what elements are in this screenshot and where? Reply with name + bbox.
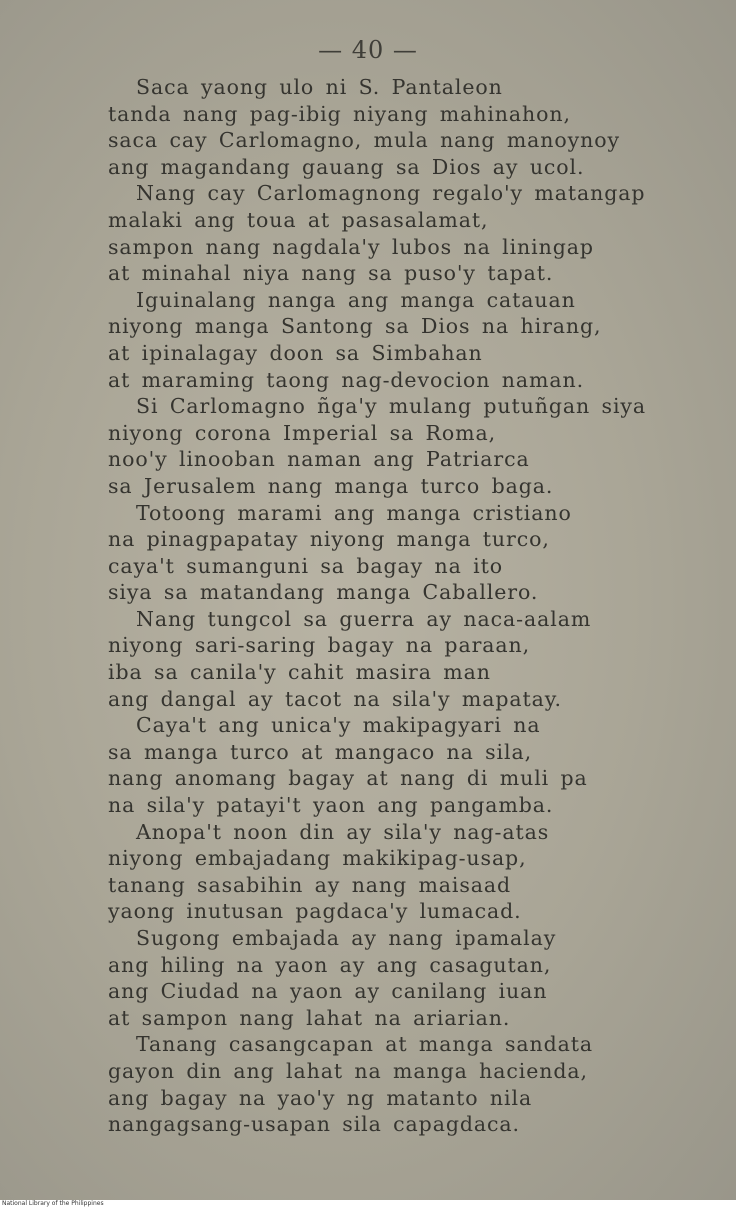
verse-line: Caya't ang unica'y makipagyari na <box>136 713 541 738</box>
verse-line: noo'y linooban naman ang Patriarca <box>108 447 530 472</box>
verse-line: sa Jerusalem nang manga turco baga. <box>108 473 554 498</box>
stanza-1 <box>108 74 728 180</box>
stanza-8 <box>108 819 728 925</box>
verse-line: malaki ang toua at pasasalamat, <box>108 207 489 232</box>
verse-line: sampon nang nagdala'y lubos na liningap <box>108 234 594 259</box>
verse-line: ang dangal ay tacot na sila'y mapatay. <box>108 686 562 711</box>
verse-line: Sugong embajada ay nang ipamalay <box>136 926 557 950</box>
verse-line: niyong sari-saring bagay na paraan, <box>108 633 531 658</box>
verse-line: at maraming taong nag-devocion naman. <box>108 367 584 392</box>
verse-line: sa manga turco at mangaco na sila, <box>108 739 533 764</box>
verse-line: ang hiling na yaon ay ang casagutan, <box>108 952 552 977</box>
stanza-2 <box>108 180 728 286</box>
verse-line: Iguinalang nanga ang manga catauan <box>136 287 576 312</box>
verse-line: tanda nang pag-ibig niyang mahinahon, <box>108 101 571 126</box>
verse-line: ang magandang gauang sa Dios ay ucol. <box>108 154 585 179</box>
stanza-9 <box>108 925 728 1031</box>
verse-line: at minahal niya nang sa puso'y tapat. <box>108 261 554 286</box>
stanza-5 <box>108 500 728 606</box>
verse-line: nangagsang-usapan sila capagdaca. <box>108 1112 520 1137</box>
verse-line: gayon din ang lahat na manga hacienda, <box>108 1058 588 1083</box>
verse-line: Tanang casangcapan at manga sandata <box>136 1032 594 1057</box>
verse-line: Saca yaong ulo ni S. Pantaleon <box>136 75 503 99</box>
verse-line: at sampon nang lahat na ariarian. <box>108 1005 511 1030</box>
verse-line: Totoong marami ang manga cristiano <box>136 500 572 525</box>
verse-line: at ipinalagay doon sa Simbahan <box>108 340 483 365</box>
library-credit: National Library of the Philippines <box>2 1200 104 1207</box>
verse-line: Nang tungcol sa guerra ay naca-aalam <box>136 606 592 631</box>
stanza-7 <box>108 712 728 818</box>
verse-line: caya't sumanguni sa bagay na ito <box>108 553 504 578</box>
stanza-10 <box>108 1031 728 1137</box>
verse-line: Anopa't noon din ay sila'y nag-atas <box>136 819 550 844</box>
page-number: — 40 — <box>318 36 418 64</box>
verse-line: niyong embajadang makikipag-usap, <box>108 846 527 871</box>
verse-line: iba sa canila'y cahit masira man <box>108 660 491 685</box>
stanza-6 <box>108 606 728 712</box>
verse-line: yaong inutusan pagdaca'y lumacad. <box>108 899 522 924</box>
verse-line: nang anomang bagay at nang di muli pa <box>108 766 588 791</box>
verse-line: na pinagpapatay niyong manga turco, <box>108 527 550 552</box>
stanza-3 <box>108 287 728 393</box>
verse-line: niyong manga Santong sa Dios na hirang, <box>108 314 602 339</box>
verse-line: ang bagay na yao'y ng matanto nila <box>108 1085 533 1110</box>
verse-line: niyong corona Imperial sa Roma, <box>108 420 496 445</box>
verse-line: na sila'y patayi't yaon ang pangamba. <box>108 793 554 818</box>
verse-line: tanang sasabihin ay nang maisaad <box>108 872 512 897</box>
verse-line: Nang cay Carlomagnong regalo'y matangap <box>136 181 646 206</box>
verse-line: Si Carlomagno ñga'y mulang putuñgan siya <box>136 394 647 419</box>
poem-text <box>108 74 728 1138</box>
verse-line: ang Ciudad na yaon ay canilang iuan <box>108 979 548 1004</box>
verse-line: siya sa matandang manga Caballero. <box>108 580 539 605</box>
stanza-4 <box>108 393 728 499</box>
verse-line: saca cay Carlomagno, mula nang manoynoy <box>108 128 620 153</box>
